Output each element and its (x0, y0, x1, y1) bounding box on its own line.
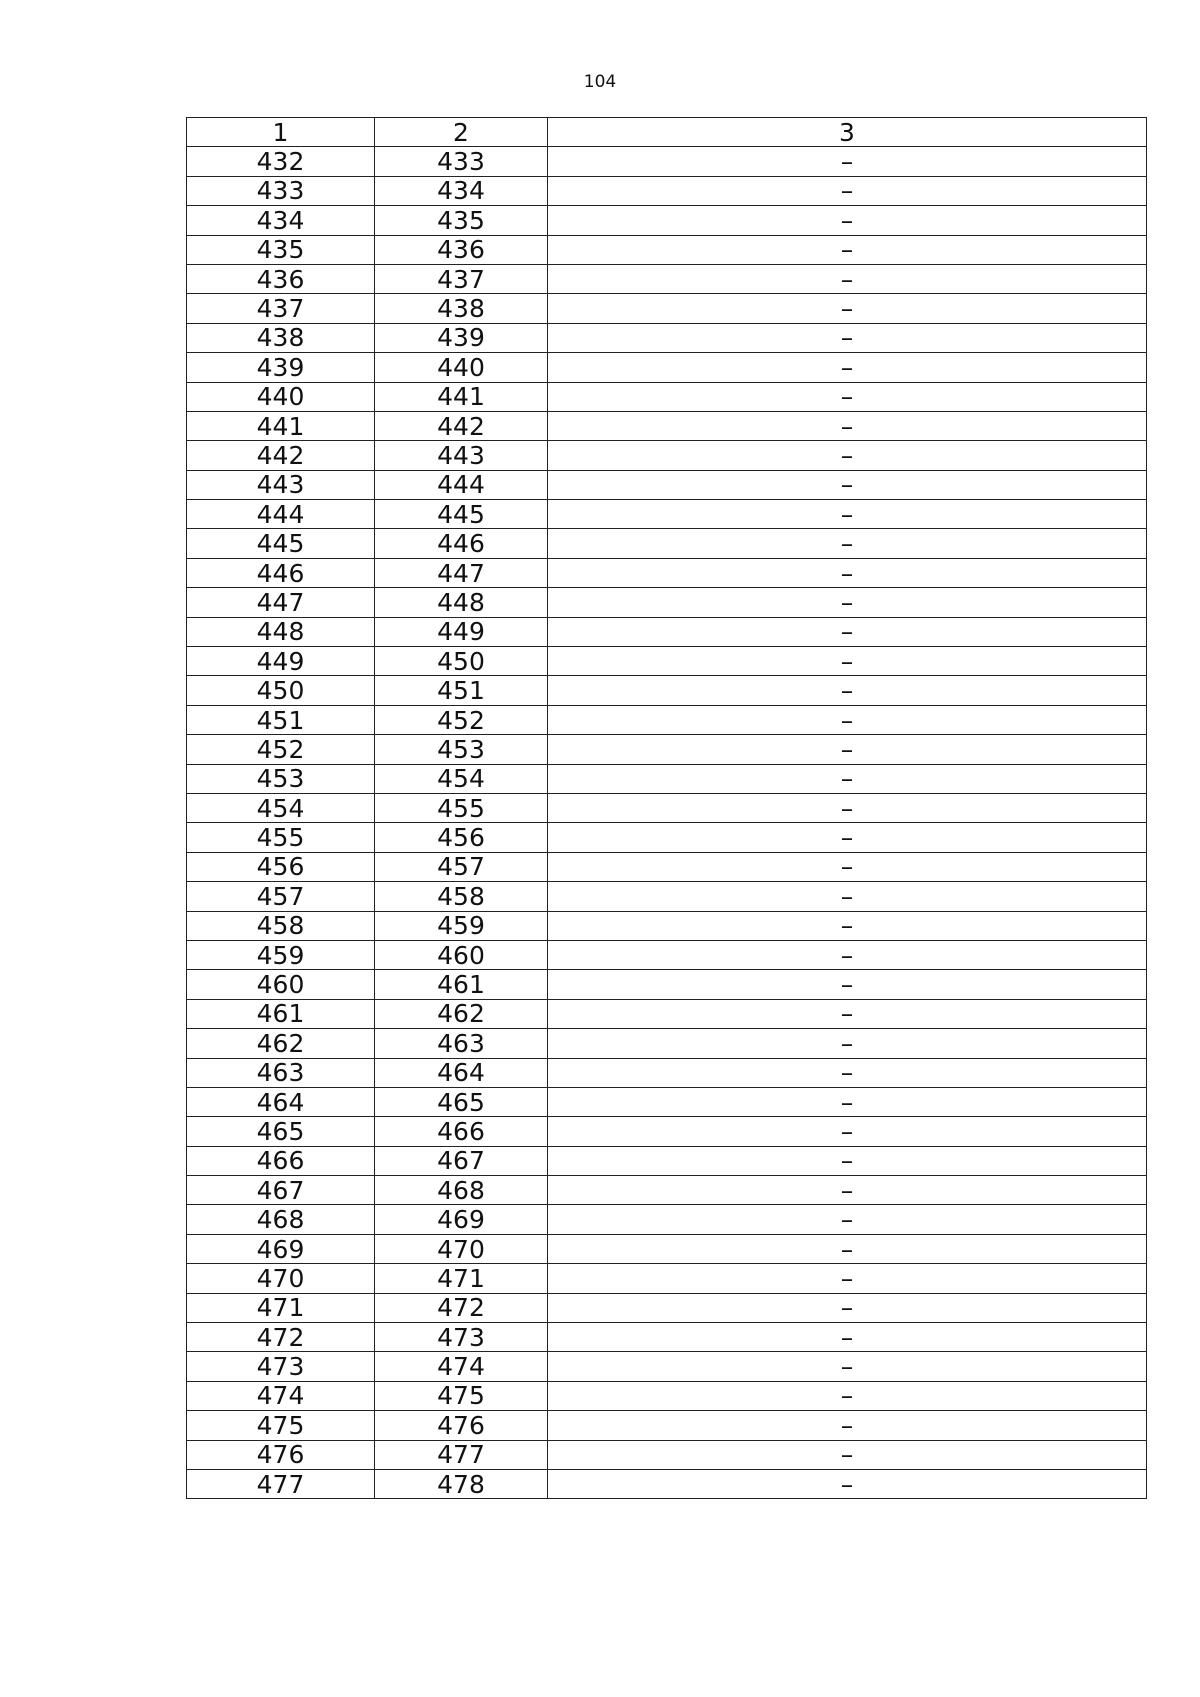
column-header: 2 (375, 118, 548, 147)
table-cell: – (548, 441, 1147, 470)
table-cell: 438 (187, 323, 375, 352)
table-cell: – (548, 558, 1147, 587)
table-cell: 439 (375, 323, 548, 352)
table-cell: – (548, 1411, 1147, 1440)
table-cell: 456 (375, 823, 548, 852)
table-row (187, 999, 1147, 1028)
table-cell: – (548, 1117, 1147, 1146)
table-row (187, 1440, 1147, 1469)
table-cell: 437 (187, 294, 375, 323)
table-cell: 478 (375, 1469, 548, 1498)
table-cell: – (548, 882, 1147, 911)
table-row (187, 1264, 1147, 1293)
table-row (187, 970, 1147, 999)
data-table (186, 117, 1147, 1499)
table-row (187, 147, 1147, 176)
table-cell: 460 (375, 940, 548, 969)
table-cell: 450 (187, 676, 375, 705)
table-cell: – (548, 1440, 1147, 1469)
table-cell: – (548, 1029, 1147, 1058)
table-row (187, 294, 1147, 323)
table-cell: 455 (375, 793, 548, 822)
table-cell: 454 (375, 764, 548, 793)
table-cell: 461 (187, 999, 375, 1028)
table-cell: 440 (187, 382, 375, 411)
table-cell: 449 (375, 617, 548, 646)
table-cell: 441 (187, 411, 375, 440)
table-cell: 435 (375, 206, 548, 235)
table-row (187, 882, 1147, 911)
table-row (187, 529, 1147, 558)
table-cell: 453 (375, 735, 548, 764)
table-cell: 433 (375, 147, 548, 176)
table-row (187, 647, 1147, 676)
table-cell: 473 (375, 1323, 548, 1352)
page-number: 104 (583, 72, 617, 92)
table-row (187, 353, 1147, 382)
table-cell: 466 (187, 1146, 375, 1175)
table-cell: 453 (187, 764, 375, 793)
table-cell: 470 (187, 1264, 375, 1293)
table-cell: 449 (187, 647, 375, 676)
table-cell: – (548, 411, 1147, 440)
table-cell: – (548, 235, 1147, 264)
table-row (187, 441, 1147, 470)
table-cell: 447 (187, 588, 375, 617)
table-cell: 446 (375, 529, 548, 558)
table-cell: – (548, 176, 1147, 205)
table-row (187, 852, 1147, 881)
table-cell: 465 (375, 1087, 548, 1116)
table-cell: 474 (187, 1381, 375, 1410)
table-row (187, 206, 1147, 235)
table-cell: 472 (187, 1323, 375, 1352)
table-row (187, 1205, 1147, 1234)
table-row (187, 617, 1147, 646)
table-row (187, 1146, 1147, 1175)
table-cell: 457 (187, 882, 375, 911)
table-cell: – (548, 1176, 1147, 1205)
table-cell: – (548, 940, 1147, 969)
table-cell: – (548, 323, 1147, 352)
table-cell: 454 (187, 793, 375, 822)
table-row (187, 588, 1147, 617)
table-cell: – (548, 735, 1147, 764)
table-cell: – (548, 206, 1147, 235)
table-cell: – (548, 647, 1147, 676)
table-cell: 456 (187, 852, 375, 881)
table-row (187, 793, 1147, 822)
table-cell: 437 (375, 264, 548, 293)
table-row (187, 235, 1147, 264)
table-cell: – (548, 764, 1147, 793)
table-cell: 447 (375, 558, 548, 587)
table-cell: 461 (375, 970, 548, 999)
table-cell: 445 (187, 529, 375, 558)
table-cell: 448 (187, 617, 375, 646)
table-cell: – (548, 1264, 1147, 1293)
table-cell: 469 (375, 1205, 548, 1234)
table-cell: – (548, 793, 1147, 822)
table-cell: – (548, 1323, 1147, 1352)
table-row (187, 264, 1147, 293)
table-cell: 450 (375, 647, 548, 676)
table-row (187, 1029, 1147, 1058)
table-row (187, 1411, 1147, 1440)
table-row (187, 1381, 1147, 1410)
table-cell: 472 (375, 1293, 548, 1322)
table-cell: 464 (187, 1087, 375, 1116)
table-row (187, 382, 1147, 411)
table-row (187, 1293, 1147, 1322)
table-cell: 477 (375, 1440, 548, 1469)
table-cell: – (548, 529, 1147, 558)
table-cell: – (548, 1146, 1147, 1175)
table-cell: 470 (375, 1234, 548, 1263)
table-cell: 458 (187, 911, 375, 940)
table-cell: – (548, 852, 1147, 881)
table-cell: 467 (375, 1146, 548, 1175)
table-cell: – (548, 970, 1147, 999)
table-cell: 462 (375, 999, 548, 1028)
table-row (187, 470, 1147, 499)
table-cell: – (548, 1087, 1147, 1116)
table-cell: 466 (375, 1117, 548, 1146)
table-cell: 462 (187, 1029, 375, 1058)
table-cell: 439 (187, 353, 375, 382)
table-cell: 468 (375, 1176, 548, 1205)
table-cell: 471 (187, 1293, 375, 1322)
table-row (187, 1352, 1147, 1381)
table-cell: – (548, 1293, 1147, 1322)
table-row (187, 1087, 1147, 1116)
table-cell: 436 (187, 264, 375, 293)
table-cell: – (548, 1205, 1147, 1234)
table-cell: 443 (375, 441, 548, 470)
table-row (187, 323, 1147, 352)
table-cell: 451 (187, 705, 375, 734)
table-cell: 473 (187, 1352, 375, 1381)
table-row (187, 823, 1147, 852)
table-row (187, 1323, 1147, 1352)
table-cell: 475 (375, 1381, 548, 1410)
table-cell: 474 (375, 1352, 548, 1381)
table-cell: – (548, 588, 1147, 617)
table-cell: 463 (187, 1058, 375, 1087)
table-cell: – (548, 911, 1147, 940)
table-row (187, 411, 1147, 440)
table-cell: – (548, 999, 1147, 1028)
table-cell: – (548, 1058, 1147, 1087)
table-cell: – (548, 382, 1147, 411)
table-cell: – (548, 147, 1147, 176)
table-cell: 445 (375, 500, 548, 529)
table-cell: – (548, 823, 1147, 852)
table-row (187, 1117, 1147, 1146)
table-cell: – (548, 500, 1147, 529)
table-cell: 442 (375, 411, 548, 440)
table-cell: – (548, 470, 1147, 499)
table-row (187, 764, 1147, 793)
table-cell: – (548, 676, 1147, 705)
table-row (187, 1176, 1147, 1205)
table-row (187, 676, 1147, 705)
table-cell: 455 (187, 823, 375, 852)
table-cell: – (548, 1352, 1147, 1381)
table-header-row (187, 118, 1147, 147)
table-cell: 448 (375, 588, 548, 617)
table-row (187, 558, 1147, 587)
table-cell: 444 (187, 500, 375, 529)
table-cell: 464 (375, 1058, 548, 1087)
table-cell: 467 (187, 1176, 375, 1205)
table-cell: 476 (375, 1411, 548, 1440)
table-cell: 477 (187, 1469, 375, 1498)
table-cell: 443 (187, 470, 375, 499)
table-cell: 476 (187, 1440, 375, 1469)
table-row (187, 1469, 1147, 1498)
table-cell: 444 (375, 470, 548, 499)
table-cell: 452 (187, 735, 375, 764)
table-row (187, 500, 1147, 529)
table-cell: 435 (187, 235, 375, 264)
table-row (187, 1058, 1147, 1087)
table-body (187, 147, 1147, 1499)
table-cell: 468 (187, 1205, 375, 1234)
table-cell: 451 (375, 676, 548, 705)
table-cell: 457 (375, 852, 548, 881)
table-cell: – (548, 294, 1147, 323)
table-cell: 442 (187, 441, 375, 470)
table-cell: 436 (375, 235, 548, 264)
table-cell: 469 (187, 1234, 375, 1263)
table-cell: 434 (187, 206, 375, 235)
column-header: 1 (187, 118, 375, 147)
table-cell: – (548, 353, 1147, 382)
table-row (187, 911, 1147, 940)
table-cell: 433 (187, 176, 375, 205)
table-cell: – (548, 705, 1147, 734)
table-cell: 471 (375, 1264, 548, 1293)
table-cell: 459 (375, 911, 548, 940)
table-cell: 460 (187, 970, 375, 999)
table-cell: – (548, 617, 1147, 646)
table-row (187, 176, 1147, 205)
table-cell: 434 (375, 176, 548, 205)
table-cell: 459 (187, 940, 375, 969)
table-cell: 446 (187, 558, 375, 587)
table-cell: – (548, 1469, 1147, 1498)
table-row (187, 1234, 1147, 1263)
table-cell: 458 (375, 882, 548, 911)
table-cell: 440 (375, 353, 548, 382)
table-row (187, 940, 1147, 969)
column-header: 3 (548, 118, 1147, 147)
table-cell: 438 (375, 294, 548, 323)
table-cell: 463 (375, 1029, 548, 1058)
table-cell: 465 (187, 1117, 375, 1146)
table-cell: – (548, 1234, 1147, 1263)
table-cell: 432 (187, 147, 375, 176)
table-row (187, 705, 1147, 734)
table-cell: – (548, 264, 1147, 293)
table-cell: 475 (187, 1411, 375, 1440)
table-row (187, 735, 1147, 764)
table-cell: 452 (375, 705, 548, 734)
table-cell: 441 (375, 382, 548, 411)
table-cell: – (548, 1381, 1147, 1410)
